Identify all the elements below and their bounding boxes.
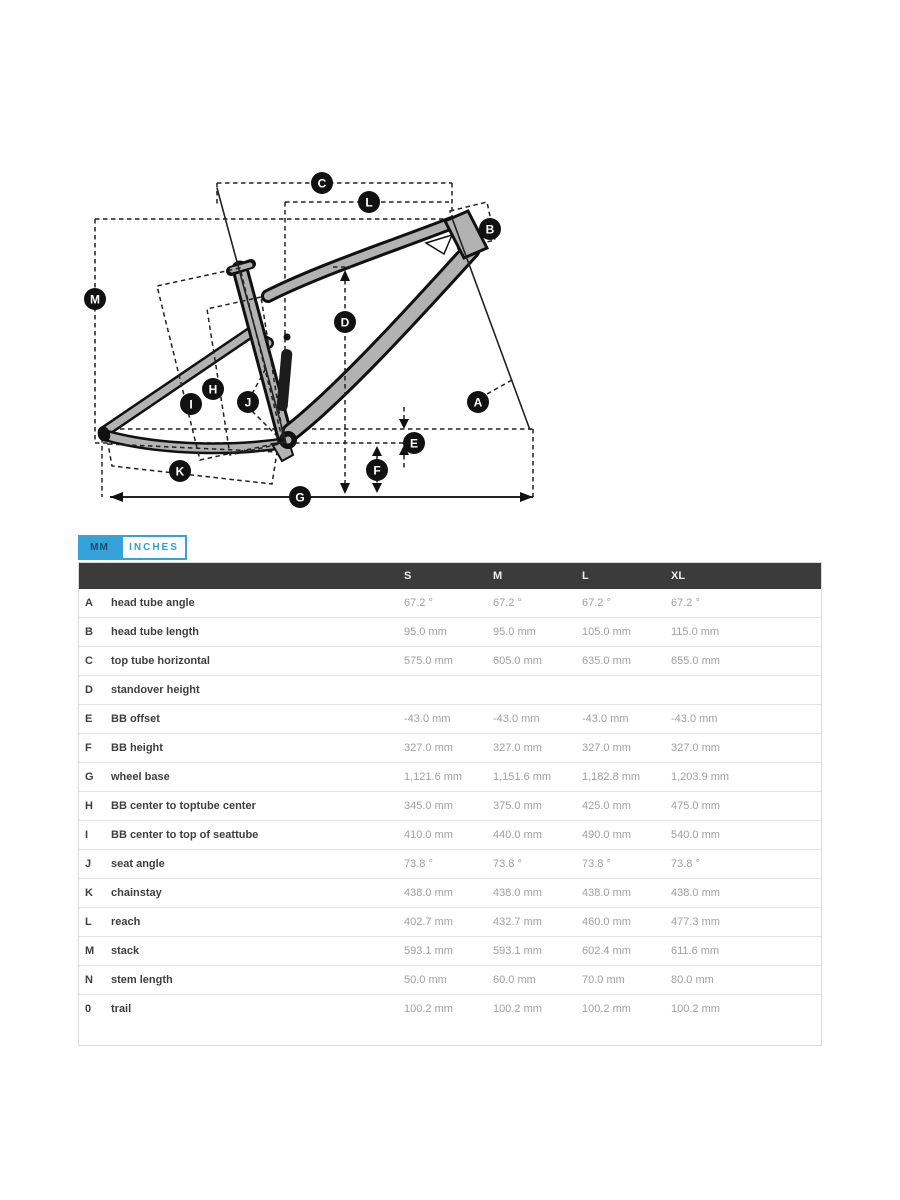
pivot-dot <box>284 334 291 341</box>
tab-inches[interactable]: INCHES <box>121 535 187 560</box>
row-value: 460.0 mm <box>576 908 665 937</box>
row-value: 611.6 mm <box>665 937 821 966</box>
row-value: 540.0 mm <box>665 821 821 850</box>
row-value: 67.2 ° <box>671 597 700 609</box>
row-letter: B <box>79 618 105 647</box>
row-value: -43.0 mm <box>665 705 821 734</box>
row-label: standover height <box>105 676 398 705</box>
table-row <box>79 676 821 705</box>
table-row <box>79 705 821 734</box>
row-value: 655.0 mm <box>665 647 821 676</box>
row-value: 475.0 mm <box>665 792 821 821</box>
table-row <box>79 618 821 647</box>
geometry-table <box>79 563 821 1023</box>
table-row <box>79 879 821 908</box>
svg-text:B: B <box>485 222 495 237</box>
table-row <box>79 850 821 879</box>
row-label: stack <box>105 937 398 966</box>
table-row <box>79 647 821 676</box>
table-row <box>79 763 821 792</box>
badge-d <box>334 311 356 333</box>
badge-k <box>169 460 191 482</box>
row-value: -43.0 mm <box>398 705 487 734</box>
row-value: 73.8 ° <box>576 850 665 879</box>
row-label: head tube angle <box>111 597 195 609</box>
row-value: 438.0 mm <box>487 879 576 908</box>
row-value: 375.0 mm <box>487 792 576 821</box>
row-label: top tube horizontal <box>105 647 398 676</box>
row-letter: A <box>85 597 93 609</box>
bike-frame <box>96 211 487 461</box>
svg-text:H: H <box>208 382 218 397</box>
row-value: 100.2 mm <box>487 995 576 1024</box>
row-value: 1,203.9 mm <box>665 763 821 792</box>
column-header-l: L <box>576 563 665 589</box>
geometry-section <box>78 535 822 1046</box>
geometry-table-wrapper <box>78 562 822 1046</box>
row-value: 67.2 ° <box>404 597 433 609</box>
row-label: BB center to top of seattube <box>105 821 398 850</box>
row-value: 327.0 mm <box>487 734 576 763</box>
row-letter: M <box>79 937 105 966</box>
svg-text:C: C <box>317 176 327 191</box>
badge-j <box>237 391 259 413</box>
table-row <box>79 908 821 937</box>
row-value: 402.7 mm <box>398 908 487 937</box>
badge-g <box>289 486 311 508</box>
row-value: 67.2 ° <box>493 597 522 609</box>
row-value: 100.2 mm <box>576 995 665 1024</box>
row-letter: G <box>79 763 105 792</box>
row-label: chainstay <box>105 879 398 908</box>
row-letter: E <box>79 705 105 734</box>
header-spacer <box>79 563 398 589</box>
row-value <box>576 676 665 705</box>
row-label: BB offset <box>105 705 398 734</box>
row-label: trail <box>105 995 398 1024</box>
svg-text:L: L <box>365 195 373 210</box>
row-label: BB height <box>105 734 398 763</box>
geometry-diagram-svg <box>75 150 555 520</box>
badge-l <box>358 191 380 213</box>
row-value: 60.0 mm <box>487 966 576 995</box>
svg-text:M: M <box>90 292 100 307</box>
row-letter: L <box>79 908 105 937</box>
head-angle-axis <box>452 218 530 430</box>
row-value: 425.0 mm <box>576 792 665 821</box>
svg-text:A: A <box>473 395 483 410</box>
badge-i <box>180 393 202 415</box>
row-value: 327.0 mm <box>576 734 665 763</box>
geometry-table-body <box>79 589 821 1023</box>
table-row <box>79 966 821 995</box>
table-row <box>79 792 821 821</box>
row-value: 593.1 mm <box>398 937 487 966</box>
table-row <box>79 995 821 1024</box>
rear-shock <box>276 349 292 412</box>
row-value: 70.0 mm <box>576 966 665 995</box>
unit-tabs <box>78 535 822 560</box>
row-value: 73.8 ° <box>665 850 821 879</box>
row-value: -43.0 mm <box>487 705 576 734</box>
row-label: reach <box>105 908 398 937</box>
row-value: 1,182.8 mm <box>576 763 665 792</box>
row-value: 410.0 mm <box>398 821 487 850</box>
tab-mm[interactable]: MM <box>78 535 121 560</box>
row-value: 80.0 mm <box>665 966 821 995</box>
row-value <box>487 676 576 705</box>
row-value: 1,151.6 mm <box>487 763 576 792</box>
row-value: 575.0 mm <box>398 647 487 676</box>
badge-c <box>311 172 333 194</box>
row-label: stem length <box>105 966 398 995</box>
row-letter: K <box>79 879 105 908</box>
row-value: 73.8 ° <box>398 850 487 879</box>
row-value: 432.7 mm <box>487 908 576 937</box>
row-letter: I <box>79 821 105 850</box>
row-letter: D <box>79 676 105 705</box>
svg-text:E: E <box>409 436 419 451</box>
row-value: 602.4 mm <box>576 937 665 966</box>
row-value: 95.0 mm <box>398 618 487 647</box>
row-value: 50.0 mm <box>398 966 487 995</box>
svg-text:D: D <box>340 315 350 330</box>
svg-text:F: F <box>373 463 381 478</box>
row-value: 67.2 ° <box>582 597 611 609</box>
row-value: 438.0 mm <box>398 879 487 908</box>
table-row <box>79 589 821 618</box>
svg-text:J: J <box>244 395 252 410</box>
row-value: 327.0 mm <box>665 734 821 763</box>
svg-text:I: I <box>189 397 193 412</box>
row-value <box>398 676 487 705</box>
row-value <box>665 676 821 705</box>
svg-text:G: G <box>295 490 305 505</box>
row-letter: 0 <box>79 995 105 1024</box>
row-value: 440.0 mm <box>487 821 576 850</box>
badge-e <box>403 432 425 454</box>
row-value: 477.3 mm <box>665 908 821 937</box>
row-value: 105.0 mm <box>576 618 665 647</box>
badge-a <box>467 391 489 413</box>
dimension-lines-front <box>108 267 512 487</box>
row-value: 327.0 mm <box>398 734 487 763</box>
row-value: 593.1 mm <box>487 937 576 966</box>
row-label: BB center to toptube center <box>105 792 398 821</box>
row-letter: J <box>79 850 105 879</box>
badge-f <box>366 459 388 481</box>
badge-m <box>84 288 106 310</box>
row-value: 115.0 mm <box>665 618 821 647</box>
row-value: 345.0 mm <box>398 792 487 821</box>
frame-geometry-diagram <box>75 150 555 520</box>
table-row <box>79 937 821 966</box>
row-value: 438.0 mm <box>665 879 821 908</box>
row-value: -43.0 mm <box>576 705 665 734</box>
row-label: head tube length <box>105 618 398 647</box>
row-label: wheel base <box>105 763 398 792</box>
row-value: 490.0 mm <box>576 821 665 850</box>
row-value: 438.0 mm <box>576 879 665 908</box>
svg-text:K: K <box>175 464 185 479</box>
row-letter: N <box>79 966 105 995</box>
row-value: 635.0 mm <box>576 647 665 676</box>
row-value: 73.8 ° <box>487 850 576 879</box>
row-value: 605.0 mm <box>487 647 576 676</box>
row-value: 100.2 mm <box>665 995 821 1024</box>
badge-b <box>479 218 501 240</box>
table-row <box>79 821 821 850</box>
column-header-s: S <box>398 563 487 589</box>
table-header-row <box>79 563 821 589</box>
row-letter: H <box>79 792 105 821</box>
row-value: 95.0 mm <box>487 618 576 647</box>
row-value: 100.2 mm <box>398 995 487 1024</box>
row-letter: C <box>79 647 105 676</box>
row-letter: F <box>79 734 105 763</box>
badge-h <box>202 378 224 400</box>
table-row <box>79 734 821 763</box>
row-value: 1,121.6 mm <box>398 763 487 792</box>
column-header-m: M <box>487 563 576 589</box>
row-label: seat angle <box>105 850 398 879</box>
column-header-xl: XL <box>665 563 821 589</box>
